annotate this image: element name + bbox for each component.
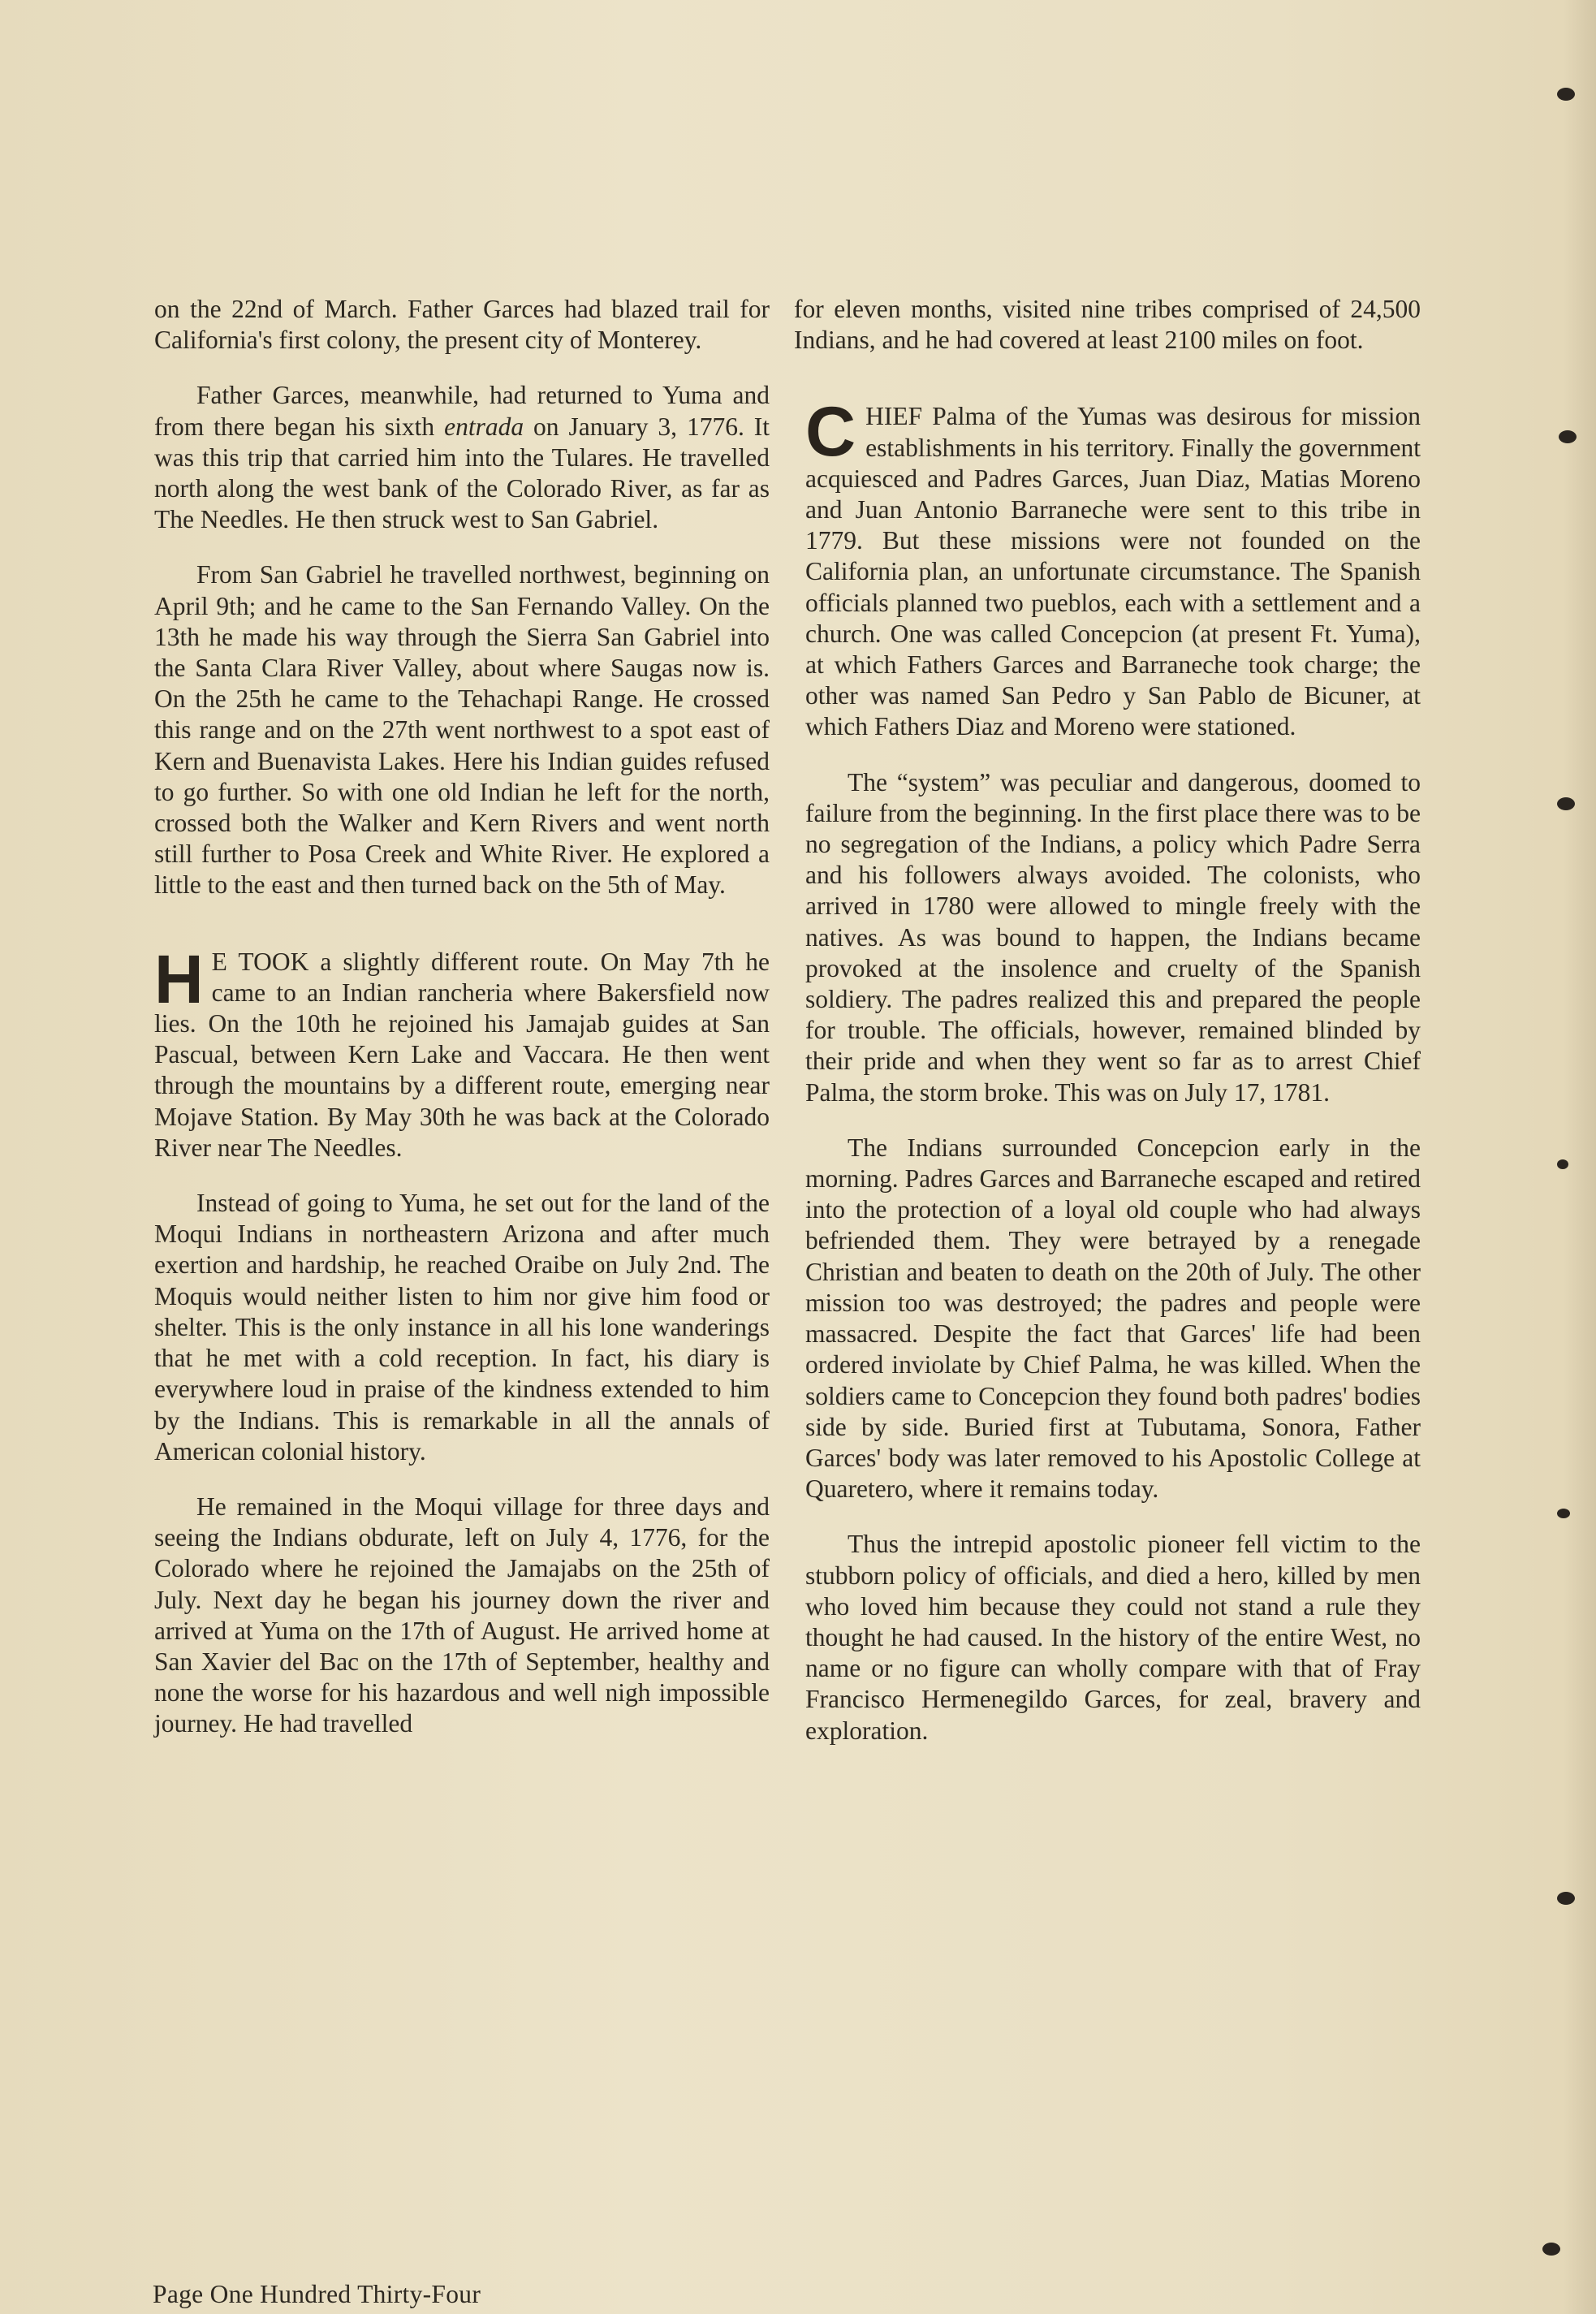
page-number-footer: Page One Hundred Thirty-Four [153,2280,481,2308]
binding-hole-mark [1557,1892,1575,1905]
binding-hole-mark [1557,88,1575,101]
binding-hole-mark [1557,1159,1568,1169]
drop-cap: H [154,940,204,1017]
page-edge-shadow [1564,0,1596,2314]
binding-hole-mark [1542,2243,1560,2256]
paragraph: Instead of going to Yuma, he set out for the land of the Moqui Indians in northeastern Arizona and after much exertion and hardship, he reached Oraibe on July 2nd. The Moquis would neither listen to him nor give him food or shelter. This is the only instance in all his lone wanderings that he met with a cold reception. In fact, his diary is everywhere loud in praise of the kindness extended to him by the Indians. This is remarkable in all the annals of American colonial history. [154,1189,770,1466]
drop-cap: C [805,393,856,472]
paragraph: Thus the intrepid apostolic pioneer fell victim to the stubborn policy of officials, and died a hero, killed by men who loved him because they could not stand a rule they thought he had caused. In the history of the entire West, no name or no figure can wholly compare with that of Fray Francisco Hermenegildo Garces, for zeal, bravery and exploration. [805,1530,1421,1745]
paragraph: for eleven months, visited nine tribes comprised of 24,500 Indians, and he had covered at least 2100 miles on foot. [794,295,1421,355]
section-paragraph: H E TOOK a slightly different route. On May 7th he came to an Indian rancheria where Bakersfield now lies. On the 10th he rejoined his Jamajab guides at San Pascual, between Kern Lake and Vaccara. He then went through the mountains by a different route, emerging near Mojave Station. By May 30th he was back at the Colorado River near The Needles. [154,940,770,1162]
left-column [154,294,770,1764]
paragraph: He remained in the Moqui village for three days and seeing the Indians obdurate, left on July 4, 1776, for the Colorado where he rejoined the Jamajabs on the 25th of July. Next day he began his journey down the river and arrived at Yuma on the 17th of August. He arrived home at San Xavier del Bac on the 17th of September, healthy and none the worse for his hazardous and well nigh impossible journey. He had travelled [154,1492,770,1738]
binding-hole-mark [1557,797,1575,810]
paragraph: The Indians surrounded Concepcion early in the morning. Padres Garces and Barraneche escaped and retired into the protection of a loyal old couple who had always befriended them. They were betrayed by a renegade Christian and beaten to death on the 20th of July. The other mission too was destroyed; the padres and people were massacred. Despite the fact that Garces' life had been ordered inviolate by Chief Palma, he was killed. When the soldiers came to Concepcion they found both padres' bodies side by side. Buried first at Tubutama, Sonora, Father Garces' body was later removed to his Apostolic College at Quaretero, where it remains today. [805,1133,1421,1504]
italic-term: entrada [444,412,524,441]
section-paragraph: CHIEF Palma of the Yumas was desirous for mission establishments in his territory. Finally the government acquiesced and Padres Garces, Juan Diaz, Matias Moreno and Juan Antonio Barraneche were sent to this tribe in 1779. But these missions were not founded on the California plan, an unfortunate circumstance. The Spanish officials planned two pueblos, each with a settlement and a church. One was called Concepcion (at present Ft. Yuma), at which Fathers Garces and Barraneche took charge; the other was named San Pedro y San Pablo de Bicuner, at which Fathers Diaz and Moreno were stationed. [805,393,1421,741]
binding-hole-mark [1557,1509,1570,1518]
paragraph: The “system” was peculiar and dangerous, doomed to failure from the beginning. In the first place there was to be no segregation of the Indians, a policy which Padre Serra and his followers always avoided. The colonists, who arrived in 1780 were allowed to mingle freely with the natives. As was bound to happen, the Indians became provoked at the insolence and cruelty of the Spanish soldiery. The padres realized this and prepared the people for trouble. The officials, however, remained blinded by their pride and when they went so far as to arrest Chief Palma, the storm broke. This was on July 17, 1781. [805,767,1421,1107]
binding-hole-mark [1559,430,1577,443]
paragraph: From San Gabriel he travelled northwest, beginning on April 9th; and he came to the San Fernando Valley. On the 13th he made his way through the Sierra San Gabriel into the Santa Clara River Valley, about where Saugas now is. On the 25th he came to the Tehachapi Range. He crossed this range and on the 27th went northwest to a spot east of Kern and Buenavista Lakes. Here his Indian guides refused to go further. So with one old Indian he left for the north, crossed both the Walker and Kern Rivers and went north still further to Posa Creek and White River. He explored a little to the east and then turned back on the 5th of May. [154,560,770,900]
paragraph: on the 22nd of March. Father Garces had blazed trail for California's first colony, the present city of Monterey. [154,295,770,355]
right-column [794,294,1421,1771]
paragraph: Father Garces, meanwhile, had returned to Yuma and from there began his sixth entrada on January 3, 1776. It was this trip that carried him into the Tulares. He travelled north along the west bank of the Colorado River, as far as The Needles. He then struck west to San Gabriel. [154,381,770,534]
